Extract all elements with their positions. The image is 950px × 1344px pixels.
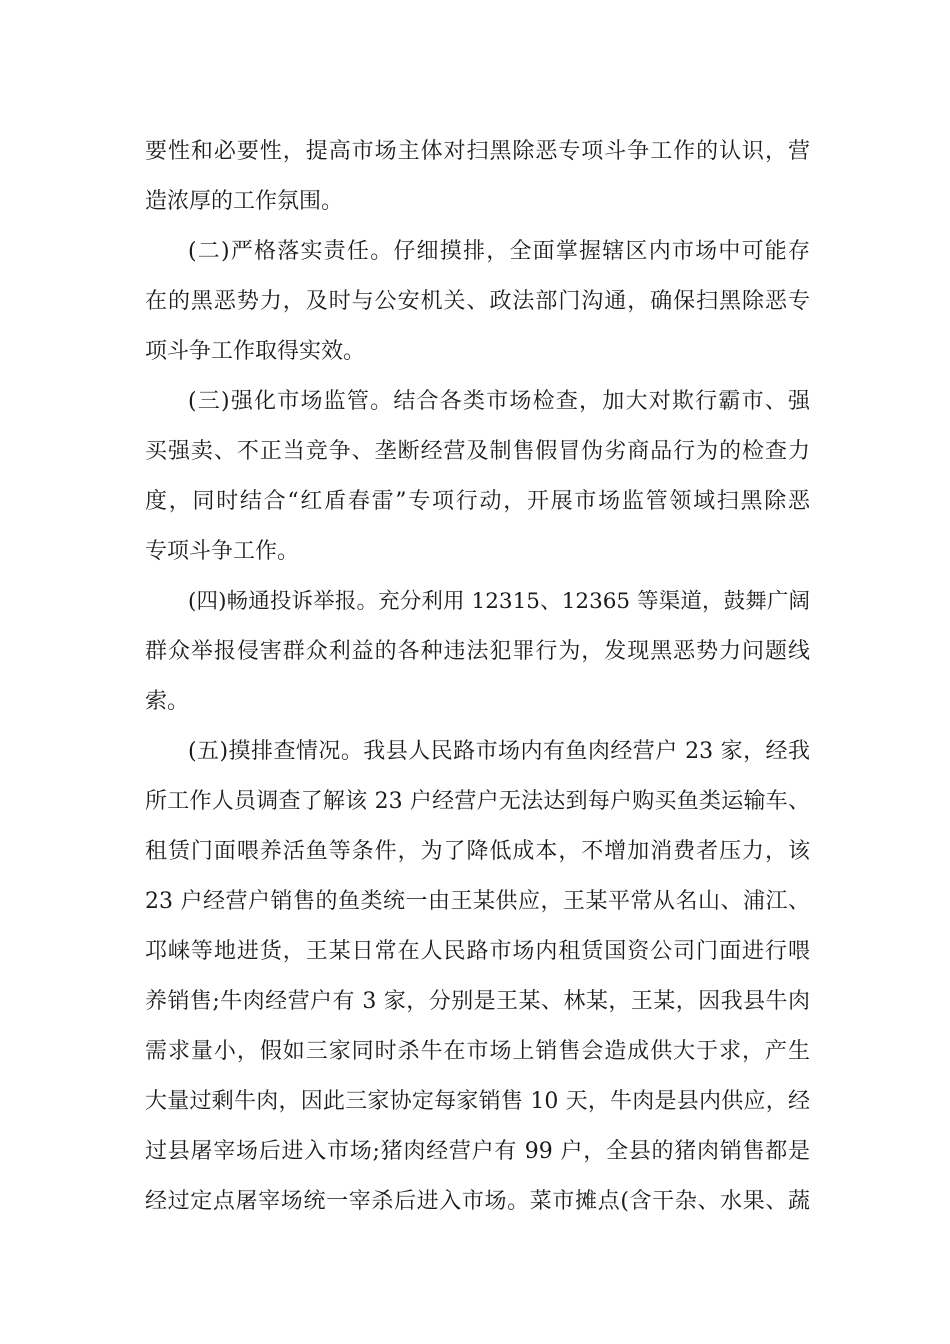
paragraph-line: 要性和必要性，提高市场主体对扫黑除恶专项斗争工作的认识，营 bbox=[145, 139, 810, 164]
paragraph-line: 造浓厚的工作氛围。 bbox=[145, 189, 344, 214]
paragraph-line: (三)强化市场监管。结合各类市场检查，加大对欺行霸市、强 bbox=[188, 389, 810, 414]
paragraph-line: 养销售;牛肉经营户有 3 家，分别是王某、林某，王某，因我县牛肉 bbox=[145, 989, 810, 1014]
paragraph-line: (四)畅通投诉举报。充分利用 12315、12365 等渠道，鼓舞广阔 bbox=[188, 589, 810, 614]
paragraph-line: (二)严格落实责任。仔细摸排，全面掌握辖区内市场中可能存 bbox=[188, 239, 810, 264]
paragraph-line: 23 户经营户销售的鱼类统一由王某供应，王某平常从名山、浦江、 bbox=[145, 889, 810, 914]
paragraph-line: 度，同时结合“红盾春雷”专项行动，开展市场监管领域扫黑除恶 bbox=[145, 489, 810, 514]
paragraph-line: 专项斗争工作。 bbox=[145, 539, 300, 564]
paragraph-line: 经过定点屠宰场统一宰杀后进入市场。菜市摊点(含干杂、水果、蔬 bbox=[145, 1189, 810, 1214]
paragraph-line: 过县屠宰场后进入市场;猪肉经营户有 99 户，全县的猪肉销售都是 bbox=[145, 1139, 810, 1164]
paragraph-line: 大量过剩牛肉，因此三家协定每家销售 10 天，牛肉是县内供应，经 bbox=[145, 1089, 810, 1114]
paragraph-line: 群众举报侵害群众利益的各种违法犯罪行为，发现黑恶势力问题线 bbox=[145, 639, 810, 664]
paragraph-line: 项斗争工作取得实效。 bbox=[145, 339, 366, 364]
paragraph-line: 需求量小，假如三家同时杀牛在市场上销售会造成供大于求，产生 bbox=[145, 1039, 810, 1064]
paragraph-line: 租赁门面喂养活鱼等条件，为了降低成本，不增加消费者压力，该 bbox=[145, 839, 810, 864]
paragraph-line: 所工作人员调查了解该 23 户经营户无法达到每户购买鱼类运输车、 bbox=[145, 789, 810, 814]
paragraph-line: (五)摸排查情况。我县人民路市场内有鱼肉经营户 23 家，经我 bbox=[188, 739, 810, 764]
paragraph-line: 买强卖、不正当竞争、垄断经营及制售假冒伪劣商品行为的检查力 bbox=[145, 439, 810, 464]
paragraph-line: 在的黑恶势力，及时与公安机关、政法部门沟通，确保扫黑除恶专 bbox=[145, 289, 810, 314]
paragraph-line: 邛崃等地进货，王某日常在人民路市场内租赁国资公司门面进行喂 bbox=[145, 939, 810, 964]
paragraph-line: 索。 bbox=[145, 689, 190, 714]
